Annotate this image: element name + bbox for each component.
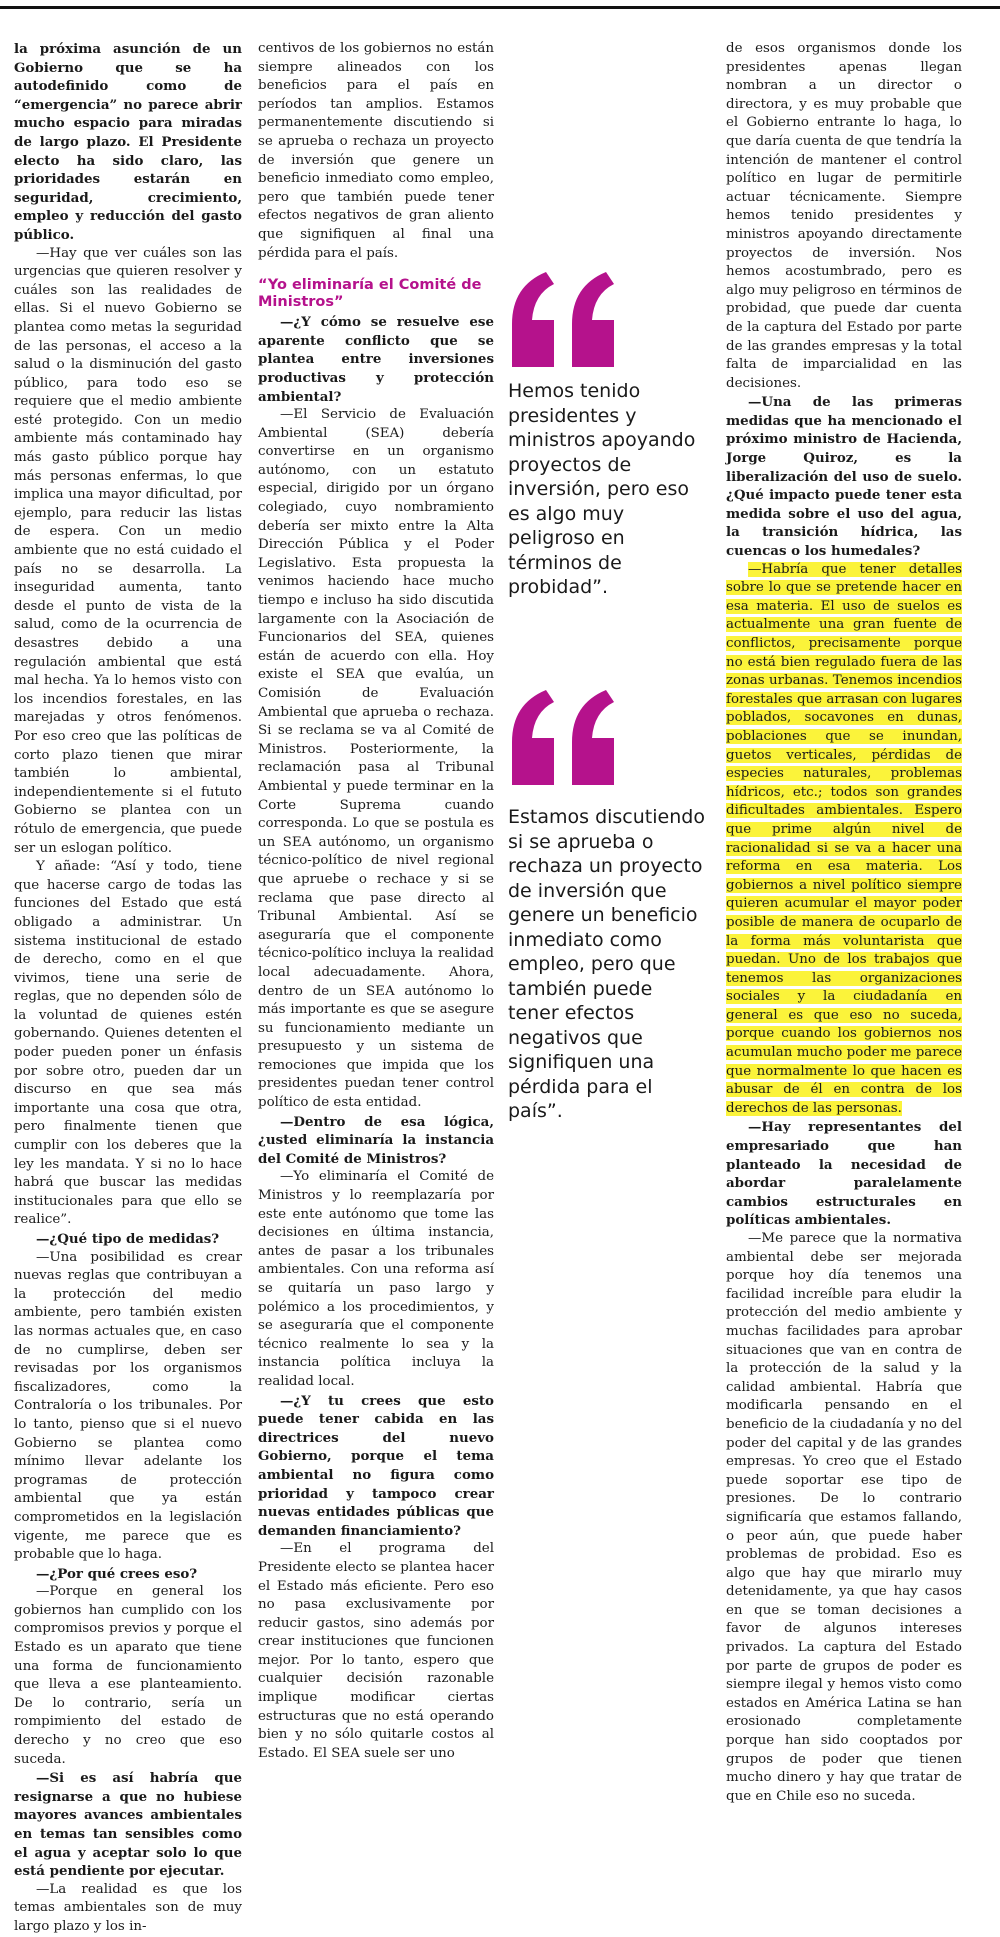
column-2-body (258, 313, 494, 1763)
question-paragraph: —Si es así habría que resignarse a que no hubiese mayores avances ambientales en temas tan sensibles como el agua y aceptar solo lo que está pendiente por ejecutar. (14, 1770, 242, 1880)
article-column-1 (14, 40, 242, 1937)
answer-paragraph: —Me parece que la normativa ambiental debe ser mejorada porque hoy día tenemos una facilidad increíble para eludir la protección del medio ambiente y muchas facilidades para aprobar situaciones que van en contra de la protección de la salud y la calidad ambiental. Habría que modificarla pensando en el beneficio de la ciudadanía y no del poder del capital y de las grandes empresas. Yo creo que el Estado puede soportar ese tipo de presiones. De lo contrario significaría que estamos fallando, o peor aún, que puede haber problemas de probidad. Eso es algo que hay que mirarlo muy detenidamente, ya que hay casos en que se toman decisiones a favor de algunos intereses privados. La captura del Estado por parte de grupos de poder es siempre ilegal y hemos visto como estados en América Latina se han erosionado completamente porque han sido cooptados por grupos de poder que tienen mucho dinero y hay que tratar de que en Chile eso no suceda. (726, 1231, 962, 1804)
question-paragraph: —¿Por qué crees eso? (36, 1565, 198, 1582)
question-paragraph: —¿Qué tipo de medidas? (36, 1231, 220, 1247)
column-2-intro (258, 40, 494, 263)
pullquote-2 (508, 690, 708, 1124)
top-rule (0, 6, 1000, 9)
quote-mark-icon (508, 690, 628, 785)
pullquote-text: Hemos tenido presidentes y ministros apoyando proyectos de inversión, pero eso es algo muy peligroso en términos de probidad”. (508, 380, 696, 598)
section-subheading: “Yo eliminaría el Comité de Ministros” (258, 277, 482, 311)
answer-paragraph: —Hay que ver cuáles son las urgencias que quieren resolver y cuáles son las realidades de ellas. Si el nuevo Gobierno se plantea como metas la seguridad de las personas, el acceso a la salud o la disminución del gasto público, para todo eso se requiere que el medio ambiente esté protegido. Con un medio ambiente más contaminado hay más gasto público porque hay más personas enfermas, lo que implica una mayor dificultad, por ejemplo, para reducir las listas de espera. Con un medio ambiente que no está cuidado el país no se desarrolla. La inseguridad aumenta, tanto desde el punto de vista de la salud, como de la ocurrencia de desastres debido a una regulación ambiental que está mal hecha. Ya lo hemos visto con los incendios forestales, en las marejadas y otros fenómenos. Por eso creo que las políticas de corto plazo tienen que mirar también lo ambiental, independientemente si el fututo Gobierno se plantea con un rótulo de emergencia, que puede ser un eslogan político. (14, 245, 242, 856)
question-paragraph: —Hay representantes del empresariado que han planteado la necesidad de abordar paralelamente cambios estructurales en políticas ambientales. (726, 1119, 962, 1229)
question-paragraph: —¿Y cómo se resuelve ese aparente conflicto que se plantea entre inversiones productivas y protección ambiental? (258, 314, 494, 405)
answer-paragraph: de esos organismos donde los presidentes apenas llegan nombran a un director o directora, y es muy probable que el Gobierno entrante lo haga, lo que daría cuenta de que tendría la intención de mantener el control político en lugar de permitirle actuar técnicamente. Siempre hemos tenido presidentes y ministros apoyando directamente proyectos de inversión. Nos hemos acostumbrado, pero es algo muy peligroso en términos de probidad, que puede dar cuenta de la captura del Estado por parte de las grandes empresas y la total falta de imparcialidad en las decisiones. (726, 41, 962, 391)
answer-paragraph: centivos de los gobiernos no están siempre alineados con los beneficios para el país en períodos tan amplios. Estamos permanentemente discutiendo si se aprueba o rechaza un proyecto de inversión que genere un beneficio inmediato como empleo, pero que también puede tener efectos negativos de gran aliento que signifiquen al final una pérdida para el país. (258, 41, 494, 261)
article-column-2 (258, 40, 494, 1763)
answer-paragraph (726, 561, 962, 1119)
answer-paragraph: —Porque en general los gobiernos han cumplido con los compromisos previos y porque el Estado es un aparato que tiene una forma de funcionamiento que lleva a ese planteamiento. De lo contrario, sería un rompimiento del estado de derecho y no creo que eso suceda. (14, 1584, 242, 1767)
answer-paragraph: —En el programa del Presidente electo se plantea hacer el Estado más eficiente. Pero eso no pasa exclusivamente por reducir gastos, sino además por crear instituciones que funcionen mejor. Por lo tanto, espero que cualquier decisión razonable implique modificar ciertas estructuras que no está operando bien y no sólo quitarle costos al Estado. El SEA suele ser uno (258, 1541, 494, 1761)
answer-paragraph: —El Servicio de Evaluación Ambiental (SEA) debería convertirse en un organismo autónomo, con un estatuto especial, dirigido por un órgano colegiado, cuyo nombramiento debería ser mixto entre la Alta Dirección Pública y el Poder Legislativo. Esta propuesta la venimos haciendo hace mucho tiempo e incluso ha sido discutida largamente con la Asociación de Funcionarios del SEA, quienes están de acuerdo con ella. Hoy existe el SEA que evalúa, un Comisión de Evaluación Ambiental que aprueba o rechaza. Si se reclama se va al Comité de Ministros. Posteriormente, la reclamación pasa al Tribunal Ambiental y puede terminar en la Corte Suprema cuando corresponda. Lo que se postula es un SEA autónomo, un organismo técnico-político de nivel regional que apruebe o rechace y si se reclama que pase directo al Tribunal Ambiental. Así se aseguraría que el componente técnico-político incluya la realidad local adecuadamente. Ahora, dentro de un SEA autónomo lo más importante es que se asegure su funcionamiento mediante un presupuesto y un sistema de remociones que impida que los presidentes puedan tener control político de esta entidad. (258, 407, 494, 1111)
question-paragraph: —Dentro de esa lógica, ¿usted eliminaría la instancia del Comité de Ministros? (258, 1113, 494, 1167)
article-column-4 (726, 40, 962, 1806)
quote-mark-icon (508, 272, 628, 367)
pullquote-1 (508, 272, 708, 600)
pullquote-text: Estamos discutiendo si se aprueba o rechaza un proyecto de inversión que genere un beneficio inmediato como empleo, pero que también puede tener efectos negativos que signifiquen una pérdida para el país”. (508, 806, 705, 1122)
question-paragraph: —Una de las primeras medidas que ha mencionado el próximo ministro de Hacienda, Jorge Quiroz, es la liberalización del uso de suelo. ¿Qué impacto puede tener esta medida sobre el uso del agua, la transición hídrica, las cuencas o los humedales? (726, 394, 962, 560)
answer-paragraph: Y añade: “Así y todo, tiene que hacerse cargo de todas las funciones del Estado que está obligado a administrar. Un sistema institucional de estado de derecho, como en el que vivimos, tiene una serie de reglas, que no dependen sólo de la voluntad de quienes estén gobernando. Quienes detenten el poder pueden poner un énfasis por sobre otro, pueden dar un discurso en que sea más importante una cosa que otra, pero finalmente tienen que cumplir con los deberes que la ley les mandata. Y si no lo hace habrá que buscar las medidas institucionales para que ello se realice”. (14, 859, 242, 1228)
answer-paragraph: —Una posibilidad es crear nuevas reglas que contribuyan a la protección del medio ambiente, pero también existen las normas actuales que, en caso de no cumplirse, deben ser revisadas por los organismos fiscalizadores, como la Contraloría o los tribunales. Por lo tanto, pienso que si el nuevo Gobierno se plantea como mínimo llevar adelante los programas de protección ambiental que ya están comprometidos en la legislación vigente, me parece que es probable que lo haga. (14, 1249, 242, 1563)
highlighted-text: —Habría que tener detalles sobre lo que se pretende hacer en esa materia. El uso de suelos es actualmente una gran fuente de conflictos, precisamente porque no está bien regulado fuera de las zonas urbanas. Tenemos incendios forestales que arrasan con lugares poblados, socavones en dunas, poblaciones que se inundan, guetos verticales, pérdidas de especies naturales, problemas hídricos, etc.; todos son grandes dificultades ambientales. Espero que prime algún nivel de racionalidad si se va a hacer una reforma en esa materia. Los gobiernos a nivel político siempre quieren acumular el mayor poder posible de manera de ocuparlo de la forma más voluntarista que puedan. Uno de los trabajos que tenemos las organizaciones sociales y la ciudadanía en general es que eso no suceda, porque cuando los gobiernos nos acumulan mucho poder me parece que normalmente lo que hacen es abusar de él en contra de los derechos de las personas. (726, 561, 962, 1116)
answer-paragraph: —Yo eliminaría el Comité de Ministros y lo reemplazaría por este ente autónomo que tome las decisiones en última instancia, antes de pasar a los tribunales ambientales. Con una reforma así se quitaría un paso largo y polémico a los procedimientos, y se aseguraría que el componente técnico realmente lo sea y la instancia política incluya la realidad local. (258, 1169, 494, 1389)
question-paragraph: la próxima asunción de un Gobierno que se ha autodefinido como de “emergencia” no parece abrir mucho espacio para miradas de largo plazo. El Presidente electo ha sido claro, las prioridades estarán en seguridad, crecimiento, empleo y reducción del gasto público. (14, 41, 242, 243)
answer-paragraph: —La realidad es que los temas ambientales son de muy largo plazo y los in- (14, 1881, 242, 1934)
question-paragraph: —¿Y tu crees que esto puede tener cabida en las directrices del nuevo Gobierno, porque el tema ambiental no figura como prioridad y tampoco crear nuevas entidades públicas que demanden financiamiento? (258, 1392, 494, 1539)
